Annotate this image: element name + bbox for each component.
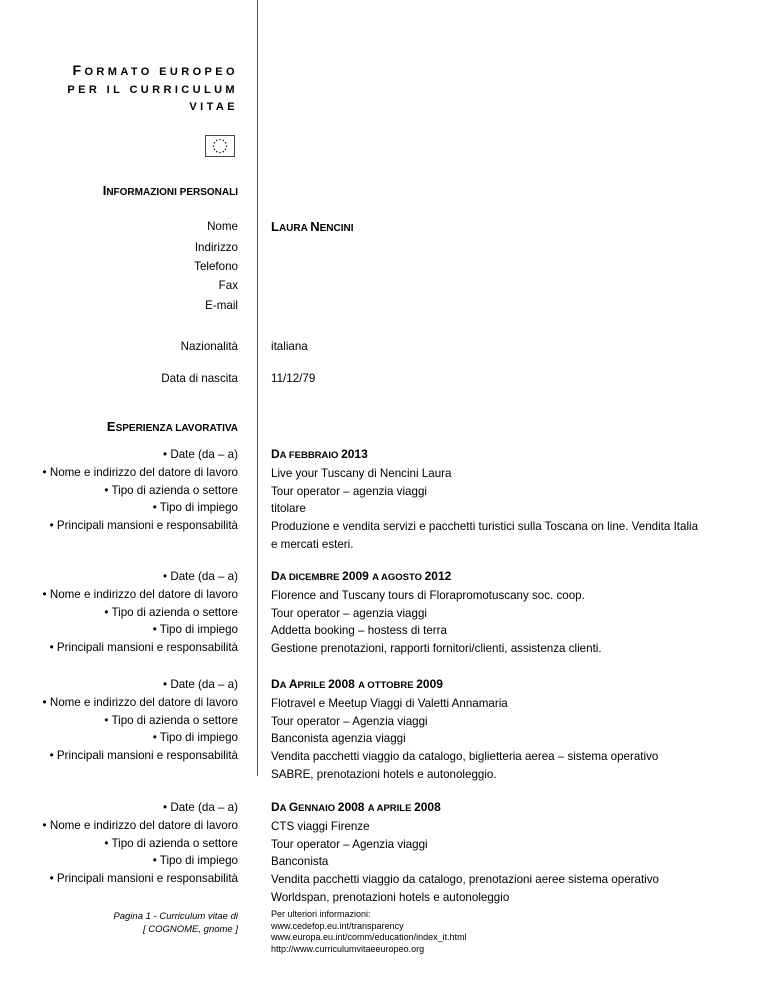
address-label: Indirizzo	[194, 241, 238, 254]
page-name-line: [ COGNOME, gnome ]	[142, 924, 238, 935]
sector-label: • Tipo di azienda o settore	[104, 483, 238, 497]
phone-label: Telefono	[194, 260, 238, 273]
job-duties: Gestione prenotazioni, rapporti fornitori/clienti, assistenza clienti.	[271, 642, 602, 656]
birth-date-value: 11/12/79	[271, 372, 316, 385]
job-employer: Florence and Tuscany tours di Florapromotuscany soc. coop.	[271, 588, 585, 602]
duties-label: • Principali mansioni e responsabilità	[49, 872, 238, 886]
job-labels	[43, 676, 238, 765]
email-label: E-mail	[205, 299, 238, 312]
job-type-label: • Tipo di impiego	[152, 501, 238, 515]
job-dates: DA APRILE 2008 A OTTOBRE 2009	[271, 677, 443, 691]
job-duties: Produzione e vendita servizi e pacchetti turistici sulla Toscana on line. Vendita Italia e mercati esteri.	[271, 520, 699, 551]
column-divider	[257, 0, 258, 776]
duties-label: • Principali mansioni e responsabilità	[49, 641, 238, 655]
work-experience-heading: ESPERIENZA LAVORATIVA	[106, 419, 238, 434]
sector-label: • Tipo di azienda o settore	[104, 605, 238, 619]
birth-date-label: Data di nascita	[161, 372, 238, 385]
job-type: Addetta booking – hostess di terra	[271, 624, 447, 638]
job-dates: DA FEBBRAIO 2013	[271, 447, 368, 461]
dates-label: • Date (da – a)	[163, 448, 238, 461]
job-dates: DA DICEMBRE 2009 A AGOSTO 2012	[271, 569, 452, 583]
duties-label: • Principali mansioni e responsabilità	[49, 519, 238, 533]
job-values	[271, 446, 701, 554]
info-link-cv[interactable]: http://www.curriculumvitaeeuropeo.org	[271, 943, 425, 954]
sector-label: • Tipo di azienda o settore	[104, 836, 238, 850]
job-employer: Flotravel e Meetup Viaggi di Valetti Annamaria	[271, 696, 508, 710]
job-sector: Tour operator – agenzia viaggi	[271, 484, 427, 498]
job-type-label: • Tipo di impiego	[152, 854, 238, 868]
page-number-line: Pagina 1 - Curriculum vitae di	[113, 911, 238, 922]
title-line-2: PER IL CURRICULUM	[67, 83, 238, 96]
employer-label: • Nome e indirizzo del datore di lavoro	[42, 587, 238, 601]
info-link-europa[interactable]: www.europa.eu.int/comm/education/index_it.html	[271, 932, 467, 942]
title-line-3: VITAE	[189, 101, 238, 113]
job-type-label: • Tipo di impiego	[152, 731, 238, 745]
sector-label: • Tipo di azienda o settore	[104, 713, 238, 727]
job-sector: Tour operator – Agenzia viaggi	[271, 714, 428, 728]
dates-label: • Date (da – a)	[163, 570, 238, 583]
personal-info-heading: INFORMAZIONI PERSONALI	[102, 183, 238, 198]
job-duties: Vendita pacchetti viaggio da catalogo, biglietteria aerea – sistema operativo SABRE, prenotazioni hotels e autonoleggio.	[271, 750, 659, 781]
job-type: titolare	[271, 502, 306, 516]
job-values	[271, 799, 701, 907]
nationality-label: Nazionalità	[180, 340, 238, 353]
job-employer: CTS viaggi Firenze	[271, 819, 370, 833]
nationality-value: italiana	[271, 340, 308, 353]
job-type-label: • Tipo di impiego	[152, 623, 238, 637]
page-footer	[113, 910, 238, 936]
document-title	[67, 62, 238, 117]
name-label: Nome	[207, 220, 238, 233]
employer-label: • Nome e indirizzo del datore di lavoro	[42, 465, 238, 479]
job-values	[271, 676, 701, 784]
dates-label: • Date (da – a)	[163, 678, 238, 691]
job-employer: Live your Tuscany di Nencini Laura	[271, 466, 452, 480]
job-type: Banconista	[271, 855, 329, 869]
employer-label: • Nome e indirizzo del datore di lavoro	[42, 818, 238, 832]
job-type: Banconista agenzia viaggi	[271, 732, 406, 746]
job-labels	[43, 446, 238, 535]
name-value: LAURA NENCINI	[271, 219, 354, 234]
eu-flag-icon	[205, 135, 235, 157]
employer-label: • Nome e indirizzo del datore di lavoro	[42, 695, 238, 709]
job-duties: Vendita pacchetti viaggio da catalogo, prenotazioni aeree sistema operativo Worldspan, prenotazioni hotels e autonoleggio	[271, 873, 659, 904]
fax-label: Fax	[218, 279, 238, 292]
info-footer	[271, 909, 467, 955]
job-values	[271, 568, 701, 658]
job-sector: Tour operator – Agenzia viaggi	[271, 837, 428, 851]
title-line-1: FORMATO EUROPEO	[72, 62, 238, 78]
duties-label: • Principali mansioni e responsabilità	[49, 749, 238, 763]
dates-label: • Date (da – a)	[163, 801, 238, 814]
job-sector: Tour operator – agenzia viaggi	[271, 606, 427, 620]
job-labels	[43, 799, 238, 888]
job-dates: DA GENNAIO 2008 A APRILE 2008	[271, 800, 441, 814]
job-labels	[43, 568, 238, 657]
info-link-cedefop[interactable]: www.cedefop.eu.int/transparency	[271, 920, 404, 931]
info-heading: Per ulteriori informazioni:	[271, 909, 371, 919]
